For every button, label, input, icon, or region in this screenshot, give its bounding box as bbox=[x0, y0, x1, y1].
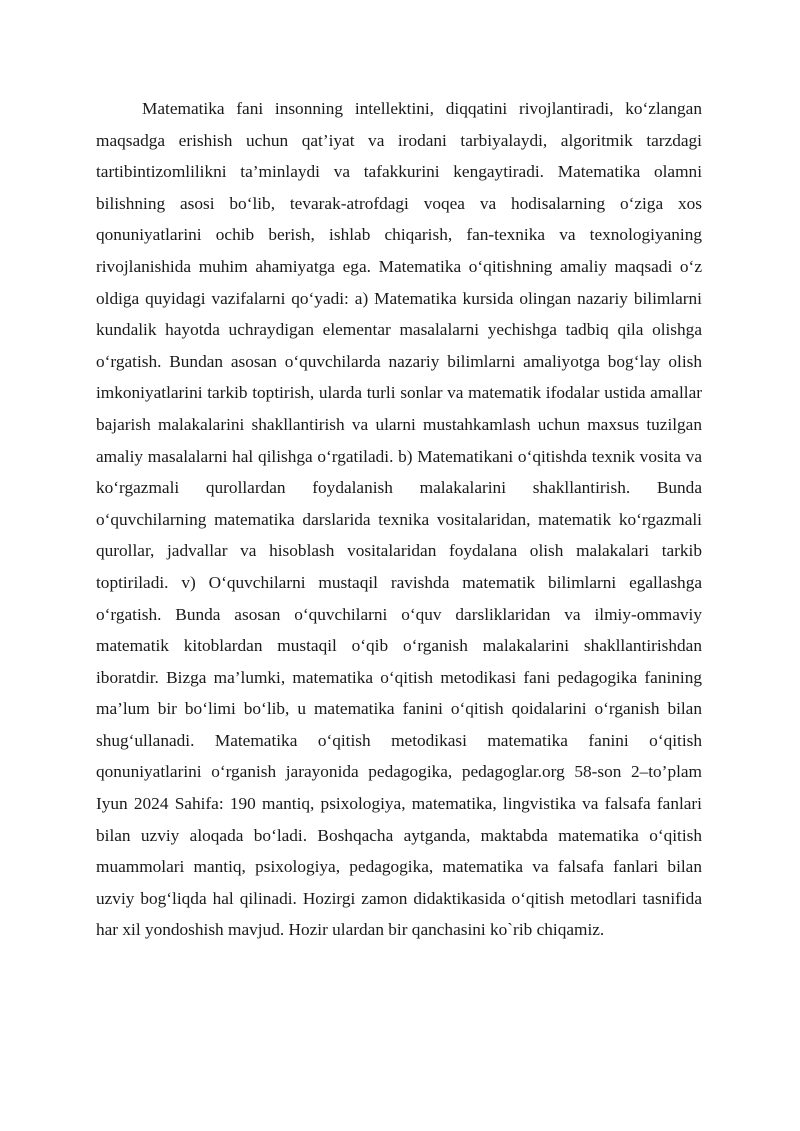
body-paragraph: Matematika fani insonning intellektini, diqqatini rivojlantiradi, ko‘zlangan maqsadga erishish uchun qat’iyat va irodani tarbiyalaydi, algoritmik tarzdagi tartibintizomlilikni ta’minlaydi va tafakkurini kengaytiradi. Matematika olamni bilishning asosi bo‘lib, tevarak-atrofdagi voqea va hodisalarning o‘ziga xos qonuniyatlarini ochib berish, ishlab chiqarish, fan-texnika va texnologiyaning rivojlanishida muhim ahamiyatga ega. Matematika o‘qitishning amaliy maqsadi o‘z oldiga quyidagi vazifalarni qo‘yadi: a) Matematika kursida olingan nazariy bilimlarni kundalik hayotda uchraydigan elementar masalalarni yechishga tadbiq qila olishga o‘rgatish. Bundan asosan o‘quvchilarda nazariy bilimlarni amaliyotga bog‘lay olish imkoniyatlarini tarkib toptirish, ularda turli sonlar va matematik ifodalar ustida amallar bajarish malakalarini shakllantirish va ularni mustahkamlash uchun maxsus tuzilgan amaliy masalalarni hal qilishga o‘rgatiladi. b) Matematikani o‘qitishda texnik vosita va ko‘rgazmali qurollardan foydalanish malakalarini shakllantirish. Bunda o‘quvchilarning matematika darslarida texnika vositalaridan, matematik ko‘rgazmali qurollar, jadvallar va hisoblash vositalaridan foydalana olish malakalari tarkib toptiriladi. v) O‘quvchilarni mustaqil ravishda matematik bilimlarni egallashga o‘rgatish. Bunda asosan o‘quvchilarni o‘quv darsliklaridan va ilmiy-ommaviy matematik kitoblardan mustaqil o‘qib o‘rganish malakalarini shakllantirishdan iboratdir. Bizga ma’lumki, matematika o‘qitish metodikasi fani pedagogika fanining ma’lum bir bo‘limi bo‘lib, u matematika fanini o‘qitish qoidalarini o‘rganish bilan shug‘ullanadi. Matematika o‘qitish metodikasi matematika fanini o‘qitish qonuniyatlarini o‘rganish jarayonida pedagogika, pedagoglar.org 58-son 2–to’plam Iyun 2024 Sahifa: 190 mantiq, psixologiya, matematika, lingvistika va falsafa fanlari bilan uzviy aloqada bo‘ladi. Boshqacha aytganda, maktabda matematika o‘qitish muammolari mantiq, psixologiya, pedagogika, matematika va falsafa fanlari bilan uzviy bog‘liqda hal qilinadi. Hozirgi zamon didaktikasida o‘qitish metodlari tasnifida har xil yondoshish mavjud. Hozir ulardan bir qanchasini ko`rib chiqamiz. bbox=[96, 99, 702, 940]
